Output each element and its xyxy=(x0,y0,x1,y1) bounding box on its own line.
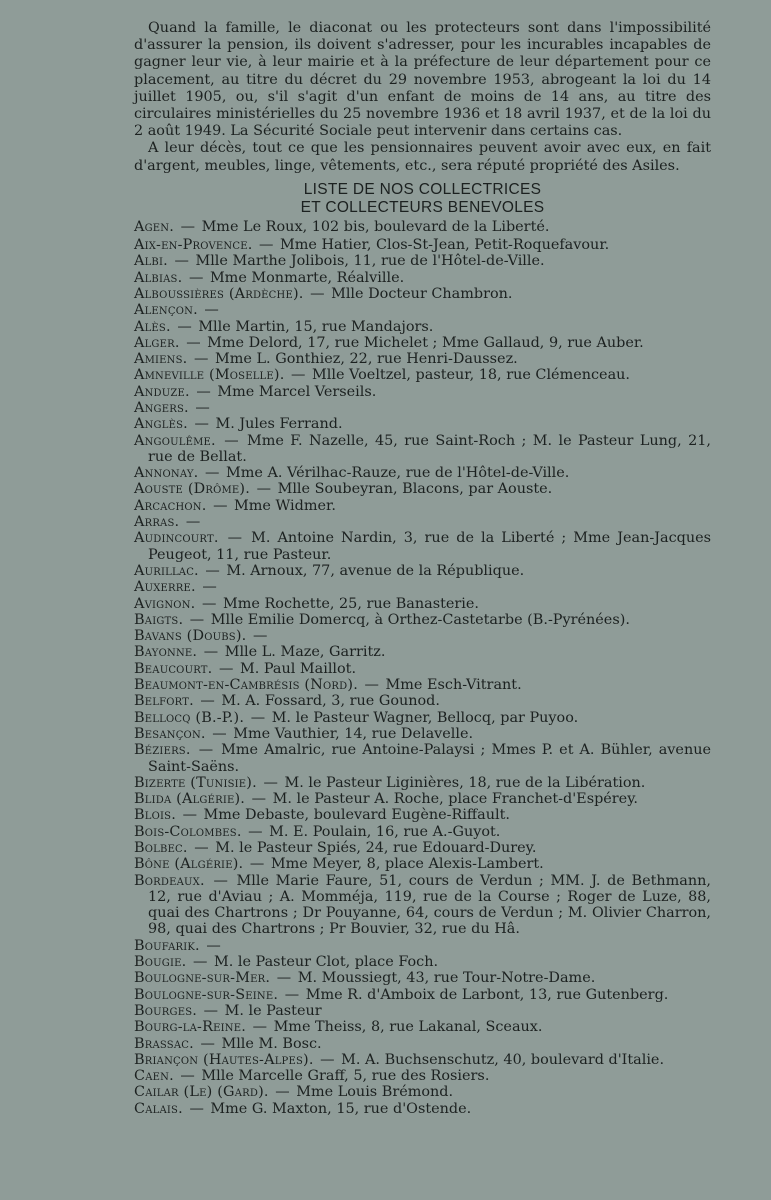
list-entry xyxy=(134,987,711,1003)
entry-contact: Mlle L. Maze, Garritz. xyxy=(224,644,386,661)
entry-city: Amneville (Moselle). xyxy=(134,367,285,384)
entry-city: Boufarik. xyxy=(134,937,200,954)
list-heading xyxy=(134,181,711,217)
entry-contact: M. le Pasteur A. Roche, place Franchet-d'Espérey. xyxy=(272,791,638,808)
list-heading-line: ET COLLECTEURS BENEVOLES xyxy=(300,198,545,216)
list-entry xyxy=(134,400,711,416)
list-entry xyxy=(134,1036,711,1052)
list-entry xyxy=(134,235,711,253)
entry-city: Avignon. xyxy=(134,595,196,612)
entry-contact: M. le Pasteur Wagner, Bellocq, par Puyoo. xyxy=(271,709,579,726)
entry-city: Bourges. xyxy=(134,1002,198,1019)
entry-city: Bavans (Doubs). xyxy=(134,628,247,645)
entry-contact: Mme Hatier, Clos-St-Jean, Petit-Roquefavour. xyxy=(280,237,610,254)
entry-city: Bolbec. xyxy=(134,840,188,856)
entry-city: Brassac. xyxy=(134,1035,194,1052)
entry-dash: — xyxy=(201,937,221,954)
list-entry xyxy=(134,596,711,612)
list-entry xyxy=(134,1084,711,1100)
entry-dash: — xyxy=(189,416,214,433)
entry-dash: — xyxy=(206,872,235,889)
entry-dash: — xyxy=(190,399,210,416)
entry-contact: Mme Esch-Vitrant. xyxy=(385,677,522,694)
list-entry xyxy=(134,938,711,954)
entry-dash: — xyxy=(214,660,238,677)
entry-contact: Mme Monmarte, Réalville. xyxy=(209,269,405,286)
entry-contact: Mlle Emilie Domercq, à Orthez-Castetarbe (B.-Pyrénées). xyxy=(210,611,630,628)
entry-city: Bayonne. xyxy=(134,644,198,661)
entry-contact: M. A. Fossard, 3, rue Gounod. xyxy=(221,693,440,710)
list-entry xyxy=(134,775,711,791)
collector-list xyxy=(134,219,711,1117)
intro-section xyxy=(134,20,711,175)
entry-city: Calais. xyxy=(134,1100,183,1117)
list-entry xyxy=(134,253,711,269)
entry-dash: — xyxy=(258,774,283,791)
list-entry xyxy=(134,530,711,563)
entry-dash: — xyxy=(191,383,216,400)
entry-contact: Mlle Marcelle Graff, 5, rue des Rosiers. xyxy=(201,1068,490,1085)
entry-dash: — xyxy=(247,791,271,808)
entry-dash: — xyxy=(207,725,232,742)
entry-city: Aix-en-Provence. xyxy=(134,237,253,254)
entry-city: Arcachon. xyxy=(134,497,207,514)
entry-dash: — xyxy=(181,514,201,531)
entry-dash: — xyxy=(220,530,250,547)
list-heading-line: LISTE DE NOS COLLECTRICES xyxy=(303,180,542,198)
entry-city: Anduze. xyxy=(134,383,190,400)
entry-dash: — xyxy=(199,302,219,319)
entry-city: Aurillac. xyxy=(134,562,199,579)
list-entry xyxy=(134,856,711,872)
list-entry xyxy=(134,612,711,628)
entry-dash: — xyxy=(178,807,202,824)
entry-city: Caen. xyxy=(134,1068,174,1085)
entry-contact: Mlle Martin, 15, rue Mandajors. xyxy=(198,318,434,335)
list-entry xyxy=(134,563,711,579)
entry-contact: Mme R. d'Amboix de Larbont, 13, rue Gutenberg. xyxy=(305,986,669,1003)
entry-dash: — xyxy=(172,318,197,335)
intro-paragraph: Quand la famille, le diaconat ou les protecteurs sont dans l'impossibilité d'assurer la pension, ils doivent s'adresser, pour les incurables incapables de gagner leur vie, à leur mairie et à la préfecture de leur département pour ce placement, au titre du décret du 29 novembre 1953, abrogeant la loi du 14 juillet 1905, ou, s'il s'agit d'un enfant de moins de 14 ans, au titre des circulaires ministérielles du 25 novembre 1936 et 18 avril 1937, et de la loi du 2 août 1949. La Sécurité Sociale peut intervenir dans certains cas. xyxy=(134,20,711,140)
entry-dash: — xyxy=(272,970,296,987)
entry-city: Blida (Algérie). xyxy=(134,791,246,808)
entry-contact: Mme Marcel Verseils. xyxy=(217,383,377,400)
entry-dash: — xyxy=(176,218,200,235)
list-entry xyxy=(134,384,711,400)
entry-dash: — xyxy=(248,1019,272,1036)
entry-city: Baigts. xyxy=(134,611,184,628)
entry-dash: — xyxy=(195,1035,220,1052)
entry-contact: M. le Pasteur Clot, place Foch. xyxy=(213,954,439,971)
entry-contact: M. le Pasteur Liginières, 18, rue de la Libération. xyxy=(284,774,646,791)
entry-dash: — xyxy=(192,742,220,759)
entry-city: Belfort. xyxy=(134,693,194,710)
list-entry xyxy=(134,954,711,970)
entry-contact: Mme Louis Brémond. xyxy=(296,1084,454,1101)
entry-contact: Mlle Marie Faure, 51, cours de Verdun ; MM. J. de Bethmann, 12, rue d'Aviau ; A. Momméja, 119, rue de la Course ; Roger de Luze, 88, quai des Chartrons ; Dr Pouyanne, 64, cours de Verdun ; M. Olivier Charron, 98, quai des Chartrons ; Pr Bouvier, 32, rue du Hâ. xyxy=(148,872,711,938)
entry-city: Béziers. xyxy=(134,742,191,759)
list-entry xyxy=(134,481,711,497)
entry-dash: — xyxy=(286,367,311,384)
entry-dash: — xyxy=(195,693,220,710)
list-entry xyxy=(134,514,711,530)
list-entry xyxy=(134,1068,711,1084)
entry-contact: Mlle Soubeyran, Blacons, par Aouste. xyxy=(277,481,553,498)
list-entry xyxy=(134,367,711,383)
entry-city: Beaucourt. xyxy=(134,660,213,677)
entry-city: Arras. xyxy=(134,514,180,531)
entry-city: Aouste (Drôme). xyxy=(134,481,251,498)
entry-contact: Mme Meyer, 8, place Alexis-Lambert. xyxy=(270,856,544,873)
entry-contact: Mlle Marthe Jolibois, 11, rue de l'Hôtel-de-Ville. xyxy=(195,253,545,270)
list-entry xyxy=(134,433,711,466)
list-entry xyxy=(134,465,711,481)
list-entry xyxy=(134,628,711,644)
entry-contact: M. le Pasteur xyxy=(224,1002,322,1019)
entry-city: Alençon. xyxy=(134,302,198,319)
list-entry xyxy=(134,661,711,677)
entry-city: Albias. xyxy=(134,269,183,286)
entry-contact: Mme A. Vérilhac-Rauze, rue de l'Hôtel-de-Ville. xyxy=(225,465,570,482)
list-entry xyxy=(134,970,711,986)
list-entry xyxy=(134,726,711,742)
entry-dash: — xyxy=(200,562,225,579)
entry-dash: — xyxy=(280,986,304,1003)
entry-dash: — xyxy=(197,595,221,612)
list-entry xyxy=(134,286,711,302)
list-entry xyxy=(134,644,711,660)
entry-contact: M. Antoine Nardin, 3, rue de la Liberté ; Mme Jean-Jacques Peugeot, 11, rue Pasteur. xyxy=(148,530,712,563)
list-entry xyxy=(134,416,711,432)
list-entry xyxy=(134,824,711,840)
entry-contact: Mme Theiss, 8, rue Lakanal, Sceaux. xyxy=(273,1019,543,1036)
entry-contact: M. A. Buchsenschutz, 40, boulevard d'Italie. xyxy=(341,1051,665,1068)
entry-dash: — xyxy=(217,432,246,449)
entry-dash: — xyxy=(197,579,217,596)
entry-city: Bougie. xyxy=(134,954,187,971)
entry-dash: — xyxy=(175,1068,200,1085)
list-entry xyxy=(134,1003,711,1019)
entry-city: Boulogne-sur-Mer. xyxy=(134,970,271,987)
list-entry xyxy=(134,1019,711,1035)
list-entry xyxy=(134,498,711,514)
entry-city: Audincourt. xyxy=(134,530,219,547)
entry-city: Angers. xyxy=(134,399,189,416)
entry-contact: M. Arnoux, 77, avenue de la République. xyxy=(226,562,525,579)
entry-city: Beaumont-en-Cambrésis (Nord). xyxy=(134,677,358,694)
list-entry xyxy=(134,710,711,726)
entry-contact: M. Paul Maillot. xyxy=(239,660,357,677)
entry-dash: — xyxy=(248,628,268,645)
list-entry xyxy=(134,807,711,823)
entry-contact: Mlle Docteur Chambron. xyxy=(331,285,513,302)
entry-dash: — xyxy=(184,1100,209,1117)
list-entry xyxy=(134,840,711,856)
entry-dash: — xyxy=(243,823,268,840)
entry-dash: — xyxy=(199,1002,223,1019)
entry-dash: — xyxy=(245,856,269,873)
entry-city: Bellocq (B.-P.). xyxy=(134,709,245,726)
entry-city: Angoulême. xyxy=(134,432,216,449)
entry-dash: — xyxy=(315,1051,340,1068)
entry-city: Briançon (Hautes-Alpes). xyxy=(134,1051,314,1068)
entry-city: Boulogne-sur-Seine. xyxy=(134,986,279,1003)
entry-dash: — xyxy=(208,497,233,514)
entry-city: Bizerte (Tunisie). xyxy=(134,774,257,791)
entry-contact: Mme Vauthier, 14, rue Delavelle. xyxy=(233,725,474,742)
entry-contact: M. Jules Ferrand. xyxy=(215,416,343,433)
list-entry xyxy=(134,335,711,351)
entry-contact: Mlle M. Bosc. xyxy=(221,1035,322,1052)
entry-dash: — xyxy=(199,644,223,661)
entry-city: Annonay. xyxy=(134,465,199,482)
entry-city: Bordeaux. xyxy=(134,872,205,889)
entry-contact: Mme F. Nazelle, 45, rue Saint-Roch ; M. le Pasteur Lung, 21, rue de Bellat. xyxy=(148,432,712,465)
entry-city: Albi. xyxy=(134,253,168,270)
list-entry xyxy=(134,351,711,367)
entry-contact: Mme Rochette, 25, rue Banasterie. xyxy=(222,595,479,612)
list-entry xyxy=(134,742,711,775)
list-entry xyxy=(134,1101,711,1117)
entry-city: Blois. xyxy=(134,807,176,824)
entry-contact: M. Moussiegt, 43, rue Tour-Notre-Dame. xyxy=(297,970,596,987)
entry-dash: — xyxy=(305,285,330,302)
list-entry xyxy=(134,579,711,595)
entry-city: Cailar (Le) (Gard). xyxy=(134,1084,269,1101)
entry-contact: Mme L. Gonthiez, 22, rue Henri-Daussez. xyxy=(215,351,518,368)
entry-contact: M. E. Poulain, 16, rue A.-Guyot. xyxy=(269,823,501,840)
entry-dash: — xyxy=(359,677,384,694)
list-entry xyxy=(134,319,711,335)
entry-city: Bois-Colombes. xyxy=(134,823,242,840)
entry-contact: Mme Widmer. xyxy=(234,497,336,514)
entry-dash: — xyxy=(246,709,270,726)
entry-dash: — xyxy=(200,465,224,482)
entry-contact: Mme Delord, 17, rue Michelet ; Mme Gallaud, 9, rue Auber. xyxy=(207,334,644,351)
entry-dash: — xyxy=(188,954,212,971)
entry-dash: — xyxy=(270,1084,295,1101)
entry-city: Anglès. xyxy=(134,416,188,433)
entry-city: Auxerre. xyxy=(134,579,196,596)
entry-city: Besançon. xyxy=(134,725,206,742)
list-entry xyxy=(134,302,711,318)
entry-city: Bourg-la-Reine. xyxy=(134,1019,247,1036)
entry-dash: — xyxy=(169,253,194,270)
entry-contact: Mme Le Roux, 102 bis, boulevard de la Liberté. xyxy=(201,218,550,235)
entry-dash: — xyxy=(181,334,206,351)
entry-dash: — xyxy=(254,237,279,254)
list-entry xyxy=(134,270,711,286)
list-entry xyxy=(134,791,711,807)
list-entry xyxy=(134,219,711,235)
list-entry xyxy=(134,693,711,709)
list-entry xyxy=(134,873,711,938)
entry-city: Alboussières (Ardèche). xyxy=(134,285,304,302)
entry-city: Agen. xyxy=(134,218,175,235)
entry-city: Bône (Algérie). xyxy=(134,856,244,873)
entry-contact: Mme Debaste, boulevard Eugène-Riffault. xyxy=(203,807,510,824)
entry-dash: — xyxy=(184,269,208,286)
entry-city: Amiens. xyxy=(134,351,188,368)
entry-contact: Mme G. Maxton, 15, rue d'Ostende. xyxy=(210,1100,472,1117)
entry-city: Alger. xyxy=(134,334,180,351)
entry-dash: — xyxy=(252,481,276,498)
entry-dash: — xyxy=(189,840,214,856)
entry-contact: Mme Amalric, rue Antoine-Palaysi ; Mmes P. et A. Bühler, avenue Saint-Saëns. xyxy=(148,742,712,775)
entry-dash: — xyxy=(189,351,214,368)
entry-city: Alès. xyxy=(134,318,171,335)
entry-contact: Mlle Voeltzel, pasteur, 18, rue Clémenceau. xyxy=(312,367,630,384)
list-entry xyxy=(134,677,711,693)
intro-paragraph: A leur décès, tout ce que les pensionnaires peuvent avoir avec eux, en fait d'argent, meubles, linge, vêtements, etc., sera réputé propriété des Asiles. xyxy=(134,140,711,174)
entry-contact: M. le Pasteur Spiés, 24, rue Edouard-Durey. xyxy=(215,840,537,856)
list-entry xyxy=(134,1052,711,1068)
entry-dash: — xyxy=(185,611,209,628)
